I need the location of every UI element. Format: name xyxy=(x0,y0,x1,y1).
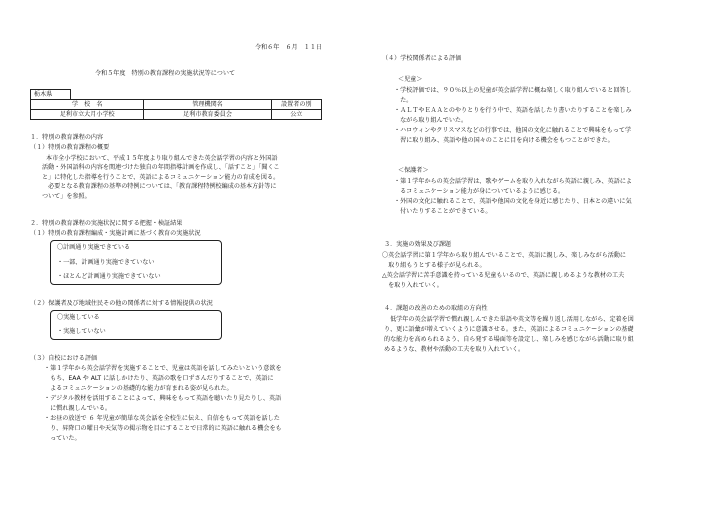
self-evaluation-line: っていた。 xyxy=(44,435,81,442)
self-evaluation-line: よるコミュニケーションの基礎的な能力が育まれる姿が見られた。 xyxy=(44,385,233,392)
option-mostly-not-implemented: ・ほとんど計画通り実施できていない xyxy=(57,273,161,280)
implementation-options-box xyxy=(50,240,222,285)
cell-admin-body: 足利市教育委員会 xyxy=(144,110,271,120)
school-info-table xyxy=(30,99,322,120)
children-evaluation-line: た。 xyxy=(394,97,413,104)
self-evaluation-line: ・第１学年から英会話学習を実施することで、児童は英語を話してみたいという意欲を xyxy=(44,365,282,372)
children-evaluation-line: 習に取り組み、英語や他の国々のことに目を向ける機会をもつことができた。 xyxy=(394,137,614,144)
children-evaluation-line: ・学校評価では、９０％以上の児童が英会話学習に概ね楽しく取り組んでいると回答し xyxy=(394,87,632,94)
section1-line: 活動・外国語科の内容を関連づけた独自の年間指導計画を作成し、「話すこと」「聞くこ xyxy=(42,164,280,171)
improvement-line: 低学年の英会話学習で慣れ親しんできた単語や英文等を繰り返し活用しながら、定着を図 xyxy=(384,316,634,323)
self-evaluation-line: ・デジタル教材を活用することによって、興味をもって英語を聴いたり見たりし、英語 xyxy=(44,395,282,402)
children-evaluation-line: ながら取り組んでいた。 xyxy=(394,117,468,124)
improvement-line: り、更に語彙が増えていくように意識させる。また、英語によるコミュニケーションの基礎 xyxy=(384,326,634,333)
section1-heading: １．特別の教育課程の内容 xyxy=(30,134,104,141)
self-evaluation-line: ・お昼の放送で ６ 年児童が簡単な英会話を全校生に伝え、自信をもって英語を話した xyxy=(44,415,280,422)
section1-line: 必要となる教育課程の基準の特例については、「教育課程特例校編成の基本方針等に xyxy=(42,183,277,190)
section1-subheading: （１）特別の教育課程の概要 xyxy=(30,144,110,151)
document-date: 令和６年 ６月 １１日 xyxy=(255,44,323,51)
section2-sub1: （１）特別の教育課程編成・実施計画に基づく教育の実施状況 xyxy=(30,230,201,237)
section1-line: 本市全小学校において、平成１５年度より取り組んできた英会話学習の内容と外国語 xyxy=(46,155,278,162)
section2-sub3: （３）自校における評価 xyxy=(30,355,98,362)
improvement-line: めるような、教材や活動の工夫を取り入れていく。 xyxy=(384,346,525,353)
children-label: ＜児童＞ xyxy=(398,76,423,83)
option-not-implemented: ・実施していない xyxy=(57,328,106,335)
children-evaluation-line: ・ハロウィンやクリスマスなどの行事では、他国の文化に触れることで興味をもって学 xyxy=(394,127,632,134)
table-row xyxy=(31,110,322,120)
effects-line: 取り組もうとする様子が見られる。 xyxy=(382,262,486,269)
header-admin-body: 管理機関名 xyxy=(144,100,271,110)
table-header-row xyxy=(31,100,322,110)
section2-heading: ２．特別の教育課程の実施状況に関する把握・検証結果 xyxy=(30,220,183,227)
info-provision-options-box xyxy=(50,310,222,340)
prefecture-label: 栃木県 xyxy=(30,89,71,100)
header-founder-type: 設置者の別 xyxy=(271,100,321,110)
parents-label: ＜保護者＞ xyxy=(398,167,429,174)
effects-line: を取り入れていく。 xyxy=(382,282,443,289)
effects-line: 〇英会話学習に第１学年から取り組んでいることで、英語に親しみ、楽しみながら活動に xyxy=(382,252,626,259)
effects-line: △英会話学習に苦手意識を持っている児童もいるので、英語に親しめるような教材の工夫 xyxy=(382,272,625,279)
self-evaluation-line: もち、EAA や ALT に話しかけたり、英語の歌を口ずさんだりすることで、英語に xyxy=(44,375,274,382)
header-school-name: 学 校 名 xyxy=(31,100,144,110)
improvement-line: 的な能力を高められるよう、自ら発する場面等を設定し、楽しみを感じながら活動に取り組 xyxy=(384,336,634,343)
cell-founder-type: 公立 xyxy=(271,110,321,120)
self-evaluation-line: に慣れ親しんでいる。 xyxy=(44,405,112,412)
document-title: 令和５年度 特別の教育課程の実施状況等について xyxy=(95,70,236,77)
section1-line: ついて」を参照。 xyxy=(42,193,91,200)
option-partially-not-implemented: ・一部、計画通り実施できていない xyxy=(57,259,155,266)
section3-heading: ３．実施の効果及び課題 xyxy=(384,241,452,248)
parents-evaluation-line: ・第１学年からの英会話学習は、歌やゲームを取り入れながら英語に親しみ、英語によ xyxy=(394,178,633,185)
section5-heading: ４．課題の改善のための取組の方向性 xyxy=(384,305,488,312)
option-fully-implemented: 〇計画通り実施できている xyxy=(57,244,131,251)
children-evaluation-line: ・ＡＬＴやＥＡＡとのやりとりを行う中で、英語を話したり書いたりすることを楽しみ xyxy=(394,107,632,114)
option-implemented: 〇実施している xyxy=(57,314,100,321)
cell-school-name: 足利市立大月小学校 xyxy=(31,110,144,120)
section2-sub2: （２）保護者及び地域住民その他の関係者に対する情報提供の状況 xyxy=(30,300,213,307)
parents-evaluation-line: 付いたりすることができている。 xyxy=(394,208,492,215)
parents-evaluation-line: ・外国の文化に触れることで、英語や他国の文化を身近に感じたり、日本との違いに気 xyxy=(394,198,632,205)
section1-line: と」に特化した指導を行うことで、英語によるコミュニケーション能力の育成を図る。 xyxy=(42,174,280,181)
parents-evaluation-line: るコミュニケーション能力が身についているように感じる。 xyxy=(394,188,565,195)
section4-subheading: （４）学校関係者による評価 xyxy=(382,55,462,62)
self-evaluation-line: り、昇降口の曜日や天気等の掲示物を目にすることで日常的に英語に触れる機会をも xyxy=(44,425,282,432)
